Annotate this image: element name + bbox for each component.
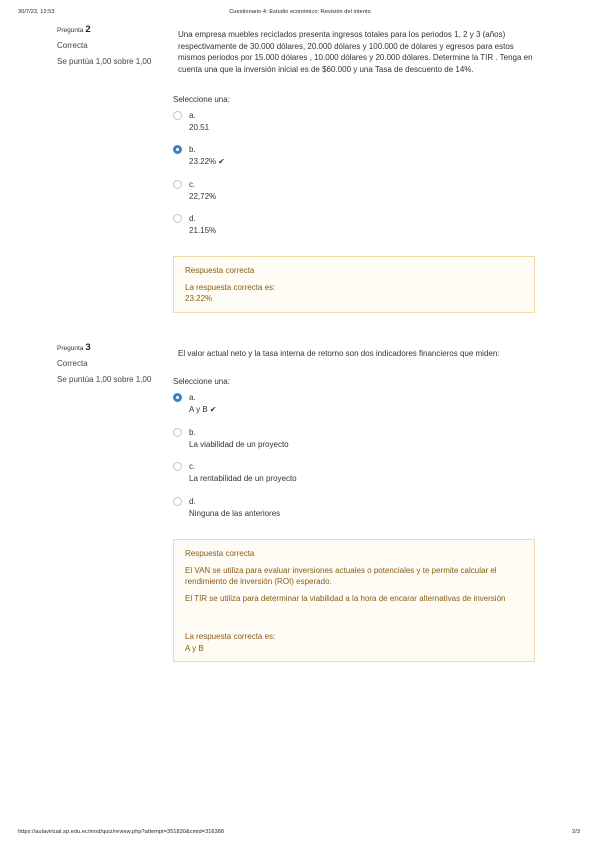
radio-button[interactable]: [173, 180, 182, 189]
radio-button[interactable]: [173, 428, 182, 437]
radio-button[interactable]: [173, 497, 182, 506]
answer-text: Ninguna de las anteriores: [189, 509, 281, 518]
question-text: Una empresa muebles reciclados presenta ingresos totales para los periodos 1, 2 y 3 (años) respectivamente de 30.000 dólares, 20.000 dólares y 100.000 de dólares y egresos para estos mismos periodos por 15.000 dólares , 10.000 dólares y 20.000 dólares. Determine la TIR . Tenga en cuenta una que la inversión inicial es de $60.000 y una Tasa de descuento de 14%.: [178, 30, 533, 74]
answer-option-d[interactable]: [173, 214, 423, 244]
print-url: https://aulavirtual.sp.edu.ec/mod/quiz/review.php?attempt=351830&cmid=316388: [18, 829, 225, 835]
feedback-spacer: [185, 609, 523, 631]
answer-text: La rentabilidad de un proyecto: [189, 474, 297, 483]
feedback-box: [173, 539, 535, 662]
question-info-2: [57, 24, 157, 67]
radio-button[interactable]: [173, 214, 182, 223]
answer-letter: d.: [189, 214, 196, 223]
right-answer-value: 23.22%: [185, 294, 213, 303]
question-number-value: 2: [85, 24, 91, 35]
question-info-3: [57, 342, 157, 385]
checkmark-icon: ✔: [209, 405, 217, 414]
radio-button-selected[interactable]: [173, 393, 182, 402]
answer-letter: a.: [189, 111, 196, 120]
answer-text: 22,72%: [189, 192, 217, 201]
question-state: Correcta: [57, 41, 88, 50]
answer-option-b[interactable]: [173, 145, 423, 175]
feedback-explanation: El TIR se utiliza para determinar la viabilidad a la hora de encarar alternativas de inversión: [185, 593, 506, 603]
answer-text: 23.22%: [189, 157, 217, 166]
answer-text: 20.51: [189, 123, 210, 132]
answer-letter: c.: [189, 180, 196, 189]
question-number: [57, 342, 157, 353]
feedback-box: [173, 256, 535, 313]
question-grade: Se puntúa 1,00 sobre 1,00: [57, 57, 152, 66]
answer-letter: d.: [189, 497, 196, 506]
question-label: Pregunta: [57, 27, 84, 34]
answer-text: La viabilidad de un proyecto: [189, 440, 289, 449]
answer-letter: b.: [189, 145, 196, 154]
question-number-value: 3: [85, 342, 91, 353]
select-prompt: Seleccione una:: [173, 95, 230, 104]
checkmark-icon: ✔: [218, 157, 225, 166]
answer-text: 21.15%: [189, 226, 217, 235]
radio-button[interactable]: [173, 462, 182, 471]
question-number: [57, 24, 157, 35]
answer-text: A y B: [189, 405, 208, 414]
feedback-title: Respuesta correcta: [185, 549, 255, 558]
right-answer-value: A y B: [185, 643, 204, 653]
feedback-title: Respuesta correcta: [185, 266, 255, 275]
radio-button-selected[interactable]: [173, 145, 182, 154]
question-text: El valor actual neto y la tasa interna de retorno son dos indicadores financieros que miden:: [178, 349, 500, 358]
answer-text-wrap: [189, 405, 216, 414]
answer-text-wrap: [189, 157, 225, 166]
answer-option-d[interactable]: [173, 497, 423, 527]
select-prompt: Seleccione una:: [173, 377, 230, 386]
feedback-explanation: El VAN se utiliza para evaluar inversiones actuales o potenciales y te permite calcular el rendimiento de inversión (ROI) esperado.: [185, 565, 497, 586]
print-page-number: 2/3: [572, 829, 580, 835]
question-grade: Se puntúa 1,00 sobre 1,00: [57, 375, 152, 384]
radio-button[interactable]: [173, 111, 182, 120]
print-datetime: 30/7/23, 12:53: [18, 9, 55, 15]
answer-letter: a.: [189, 393, 196, 402]
answer-option-c[interactable]: [173, 462, 423, 492]
answer-option-a[interactable]: [173, 393, 423, 423]
right-answer-label: La respuesta correcta es:: [185, 632, 276, 641]
answer-option-a[interactable]: [173, 111, 423, 141]
answer-option-c[interactable]: [173, 180, 423, 210]
question-label: Pregunta: [57, 345, 84, 352]
answer-letter: c.: [189, 462, 196, 471]
answer-letter: b.: [189, 428, 196, 437]
right-answer-label: La respuesta correcta es:: [185, 282, 276, 292]
question-state: Correcta: [57, 359, 88, 368]
answer-option-b[interactable]: [173, 428, 423, 458]
print-title: Cuestionario 4: Estudio económico: Revisión del intento: [229, 9, 371, 15]
